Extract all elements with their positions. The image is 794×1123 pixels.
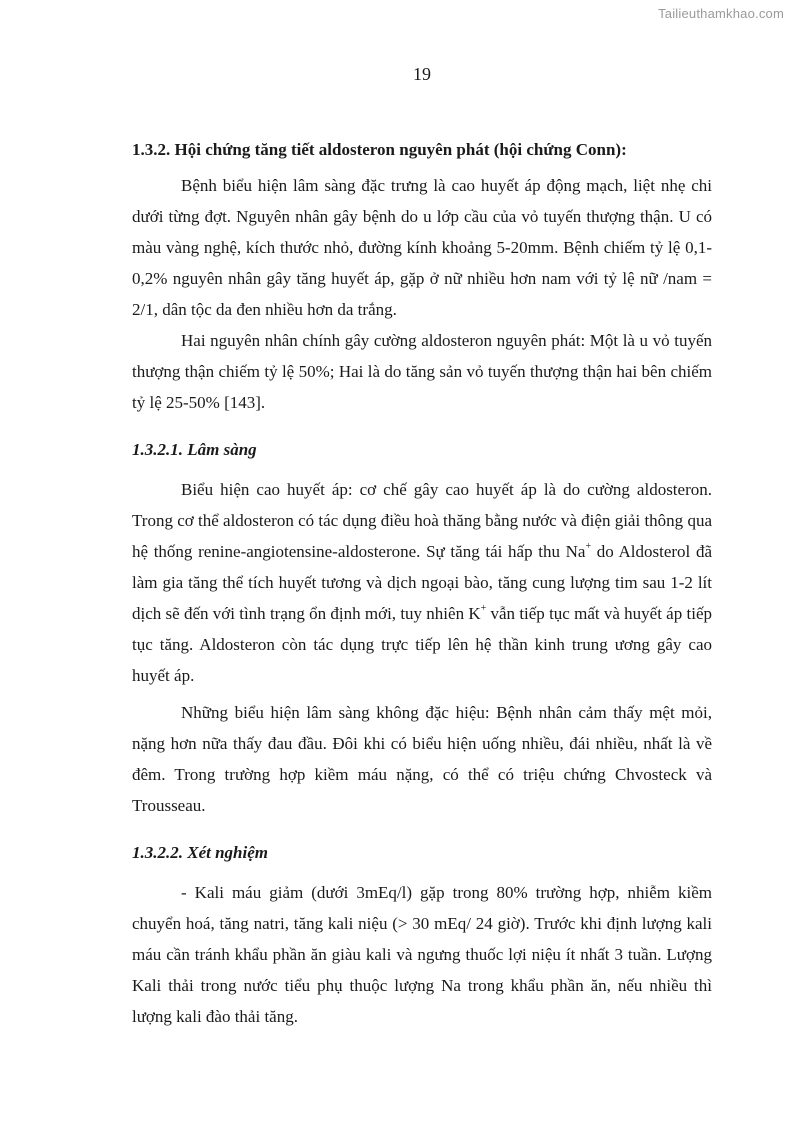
section-heading: 1.3.2. Hội chứng tăng tiết aldosteron nguyên phát (hội chứng Conn): <box>132 140 627 159</box>
subsection-heading-tests: 1.3.2.2. Xét nghiệm <box>132 843 269 862</box>
page-number: 19 <box>413 64 431 84</box>
superscript: + <box>480 603 487 615</box>
paragraph: Bệnh biểu hiện lâm sàng đặc trưng là cao huyết áp động mạch, liệt nhẹ chi dưới từng đợt. Nguyên nhân gây bệnh do u lớp cầu của vỏ tuyến thượng thận. U có màu vàng nghệ, kích thước nhỏ, đường kính khoảng 5-20mm. Bệnh chiếm tỷ lệ 0,1-0,2% nguyên nhân gây tăng huyết áp, gặp ở nữ nhiều hơn nam với tỷ lệ nữ /nam = 2/1, dân tộc da đen nhiều hơn da trắng. <box>132 176 712 319</box>
paragraph-tests: - Kali máu giảm (dưới 3mEq/l) gặp trong 80% trường hợp, nhiễm kiềm chuyển hoá, tăng natri, tăng kali niệu (> 30 mEq/ 24 giờ). Trước khi định lượng kali máu cần tránh khẩu phần ăn giàu kali và ngưng thuốc lợi niệu ít nhất 3 tuần. Lượng Kali thải trong nước tiểu phụ thuộc lượng Na trong khẩu phần ăn, nếu nhiều thì lượng kali đào thải tăng. <box>132 883 712 1026</box>
text-run: vẫn tiếp tục mất và huyết áp tiếp tục tăng. Aldosteron còn tác dụng trực tiếp lên hệ thần kinh trung ương gây cao huyết áp. <box>132 604 712 685</box>
watermark: Tailieuthamkhao.com <box>658 6 784 21</box>
paragraph: Hai nguyên nhân chính gây cường aldosteron nguyên phát: Một là u vỏ tuyến thượng thận chiếm tỷ lệ 50%; Hai là do tăng sản vỏ tuyến thượng thận hai bên chiếm tỷ lệ 25-50% [143]. <box>132 331 712 412</box>
paragraph-clinical-nonspecific: Những biểu hiện lâm sàng không đặc hiệu: Bệnh nhân cảm thấy mệt mỏi, nặng hơn nữa thấy đau đầu. Đôi khi có biểu hiện uống nhiều, đái nhiều, nhất là về đêm. Trong trường hợp kiềm máu nặng, có thể có triệu chứng Chvosteck và Trousseau. <box>132 703 712 815</box>
text-run: Biểu hiện cao huyết áp: cơ chế gây cao huyết áp là do cường aldosteron. Trong cơ thể aldosteron có tác dụng điều hoà thăng bằng nước và điện giải thông qua hệ thống renine-angiotensine-aldosterone. Sự tăng tái hấp thu Na <box>132 480 712 561</box>
text-run: do Aldosterol đã làm gia tăng thể tích huyết tương và dịch ngoại bào, tăng cung lượng tim sau 1-2 lít dịch sẽ đến với tình trạng ổn định mới, tuy nhiên K <box>132 542 712 623</box>
superscript: + <box>585 541 592 553</box>
paragraph-clinical-hypertension <box>132 474 712 691</box>
document-body <box>132 138 712 1032</box>
subsection-heading-clinical: 1.3.2.1. Lâm sàng <box>132 440 257 459</box>
